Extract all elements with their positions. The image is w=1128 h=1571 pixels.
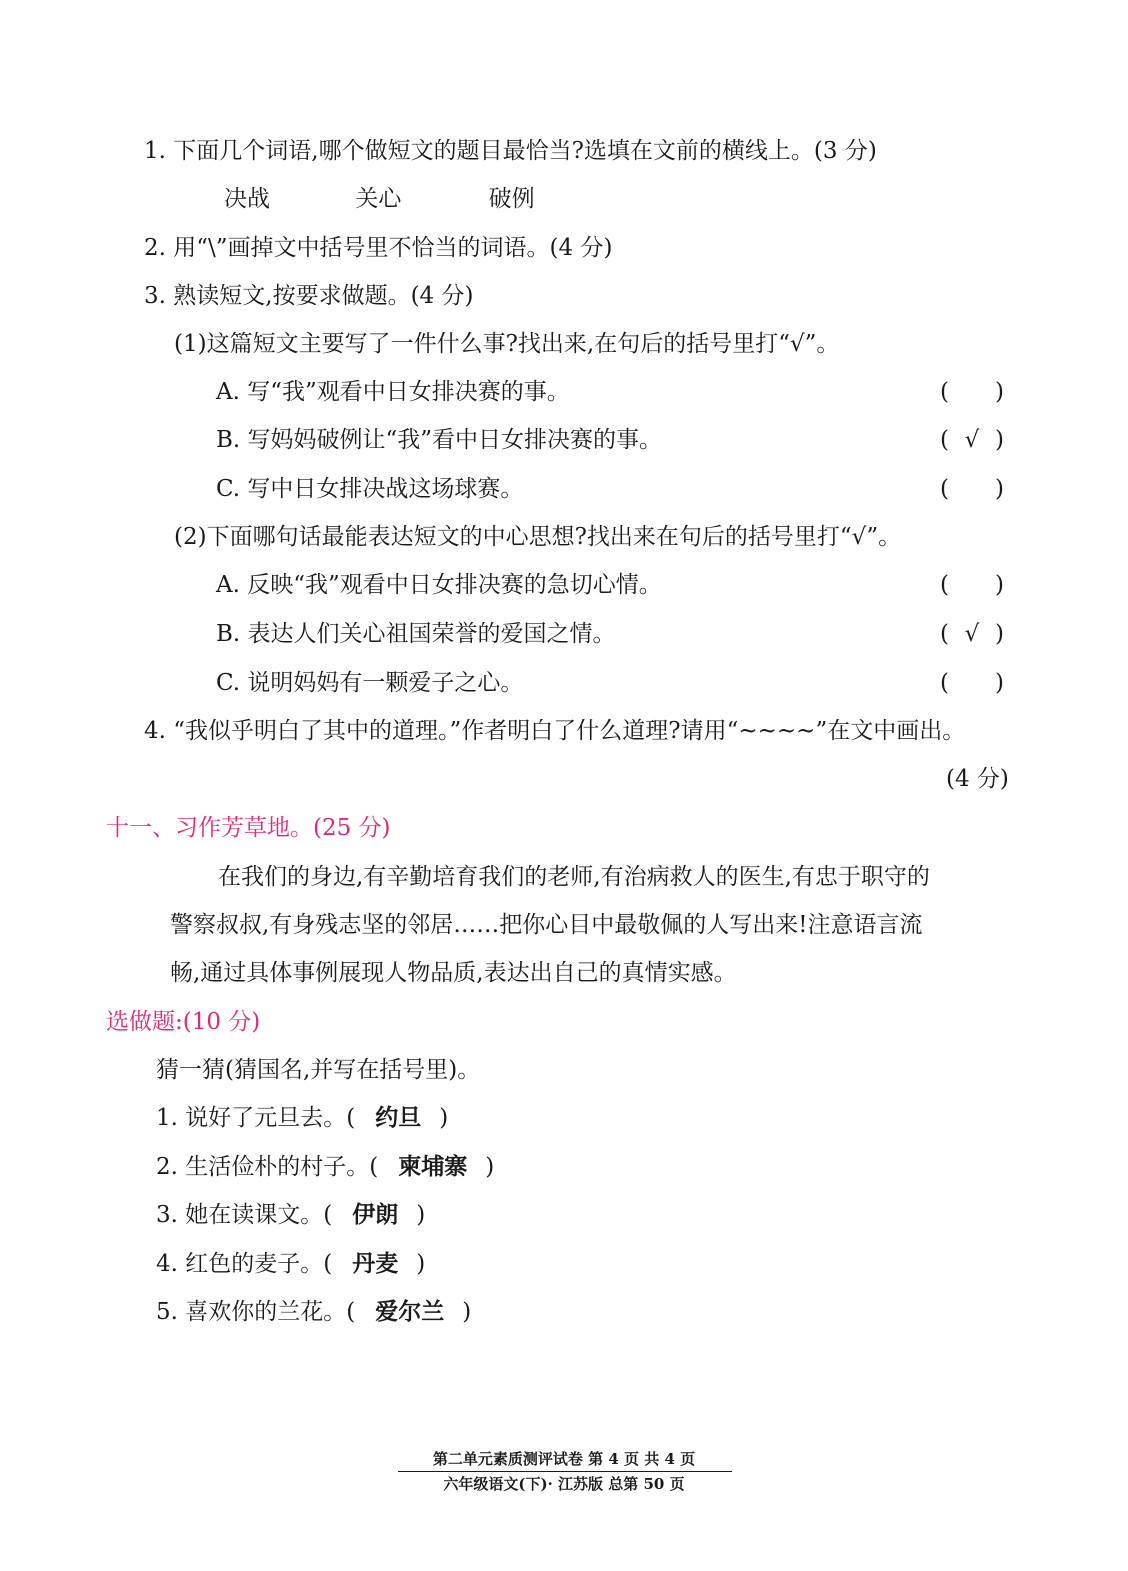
riddle-answer: 约旦: [375, 1105, 422, 1131]
riddle-answer: 爱尔兰: [375, 1299, 445, 1325]
riddle-question: 3. 她在读课文。(: [156, 1202, 333, 1228]
riddle-question: 5. 喜欢你的兰花。(: [156, 1299, 356, 1325]
word-choice: 决战: [224, 186, 270, 212]
riddle-close: ): [439, 1105, 449, 1131]
essay-prompt-line: 警察叔叔,有身残志坚的邻居……把你心目中最敬佩的人写出来!注意语言流: [170, 912, 923, 938]
essay-prompt-line: 在我们的身边,有辛勤培育我们的老师,有治病救人的医生,有忠于职守的: [218, 864, 930, 890]
riddle-close: ): [416, 1251, 426, 1277]
answer-paren: ( √ ): [940, 621, 1004, 647]
answer-paren: ( ): [940, 670, 1004, 696]
option-text: B. 表达人们关心祖国荣誉的爱国之情。: [216, 621, 616, 647]
question-4: 4. “我似乎明白了其中的道理。”作者明白了什么道理?请用“~~~~”在文中画出。: [144, 718, 966, 744]
footer-book-info: 六年级语文(下)· 江苏版 总第 50 页: [443, 1475, 685, 1493]
riddle-close: ): [416, 1202, 426, 1228]
footer-divider: [398, 1471, 732, 1472]
essay-prompt-line: 畅,通过具体事例展现人物品质,表达出自己的真情实感。: [170, 960, 737, 986]
riddle-item: [156, 1297, 471, 1327]
question-3: 3. 熟读短文,按要求做题。(4 分): [144, 283, 474, 309]
option-text: A. 写“我”观看中日女排决赛的事。: [216, 379, 570, 405]
riddle-item: [156, 1200, 425, 1230]
footer-page-info: 第二单元素质测评试卷 第 4 页 共 4 页: [432, 1450, 696, 1468]
question-3-sub-2: (2)下面哪句话最能表达短文的中心思想?找出来在句后的括号里打“√”。: [174, 524, 902, 550]
riddle-item: [156, 1249, 425, 1279]
riddle-answer: 柬埔寨: [398, 1154, 468, 1180]
question-3-sub-1: (1)这篇短文主要写了一件什么事?找出来,在句后的括号里打“√”。: [174, 331, 840, 357]
check-mark: √: [964, 427, 980, 453]
question-2: 2. 用“\”画掉文中括号里不恰当的词语。(4 分): [144, 235, 613, 261]
riddle-question: 2. 生活俭朴的村子。(: [156, 1154, 379, 1180]
question-1: 1. 下面几个词语,哪个做短文的题目最恰当?选填在文前的横线上。(3 分): [144, 138, 877, 164]
riddle-question: 1. 说好了元旦去。(: [156, 1105, 356, 1131]
optional-heading: 选做题:(10 分): [106, 1009, 261, 1035]
word-choice: 关心: [355, 186, 402, 212]
answer-paren: ( √ ): [940, 427, 1004, 453]
riddle-close: ): [462, 1299, 472, 1325]
riddle-question: 4. 红色的麦子。(: [156, 1251, 333, 1277]
answer-paren: ( ): [940, 379, 1004, 405]
word-choices: [224, 184, 535, 214]
riddle-item: [156, 1152, 494, 1182]
option-text: B. 写妈妈破例让“我”看中日女排决赛的事。: [216, 427, 663, 453]
riddle-item: [156, 1103, 448, 1133]
answer-paren: ( ): [940, 476, 1004, 502]
answer-paren: ( ): [940, 572, 1004, 598]
optional-intro: 猜一猜(猜国名,并写在括号里)。: [156, 1057, 481, 1083]
riddle-close: ): [485, 1154, 495, 1180]
section-11-heading: 十一、习作芳草地。(25 分): [106, 815, 391, 841]
word-choice: 破例: [488, 186, 535, 212]
riddle-answer: 丹麦: [352, 1251, 399, 1277]
option-text: C. 写中日女排决战这场球赛。: [216, 476, 524, 502]
check-mark: √: [964, 621, 980, 647]
option-text: A. 反映“我”观看中日女排决赛的急切心情。: [216, 572, 662, 598]
question-4-score: (4 分): [946, 766, 1009, 792]
riddle-answer: 伊朗: [352, 1202, 399, 1228]
option-text: C. 说明妈妈有一颗爱子之心。: [216, 670, 524, 696]
